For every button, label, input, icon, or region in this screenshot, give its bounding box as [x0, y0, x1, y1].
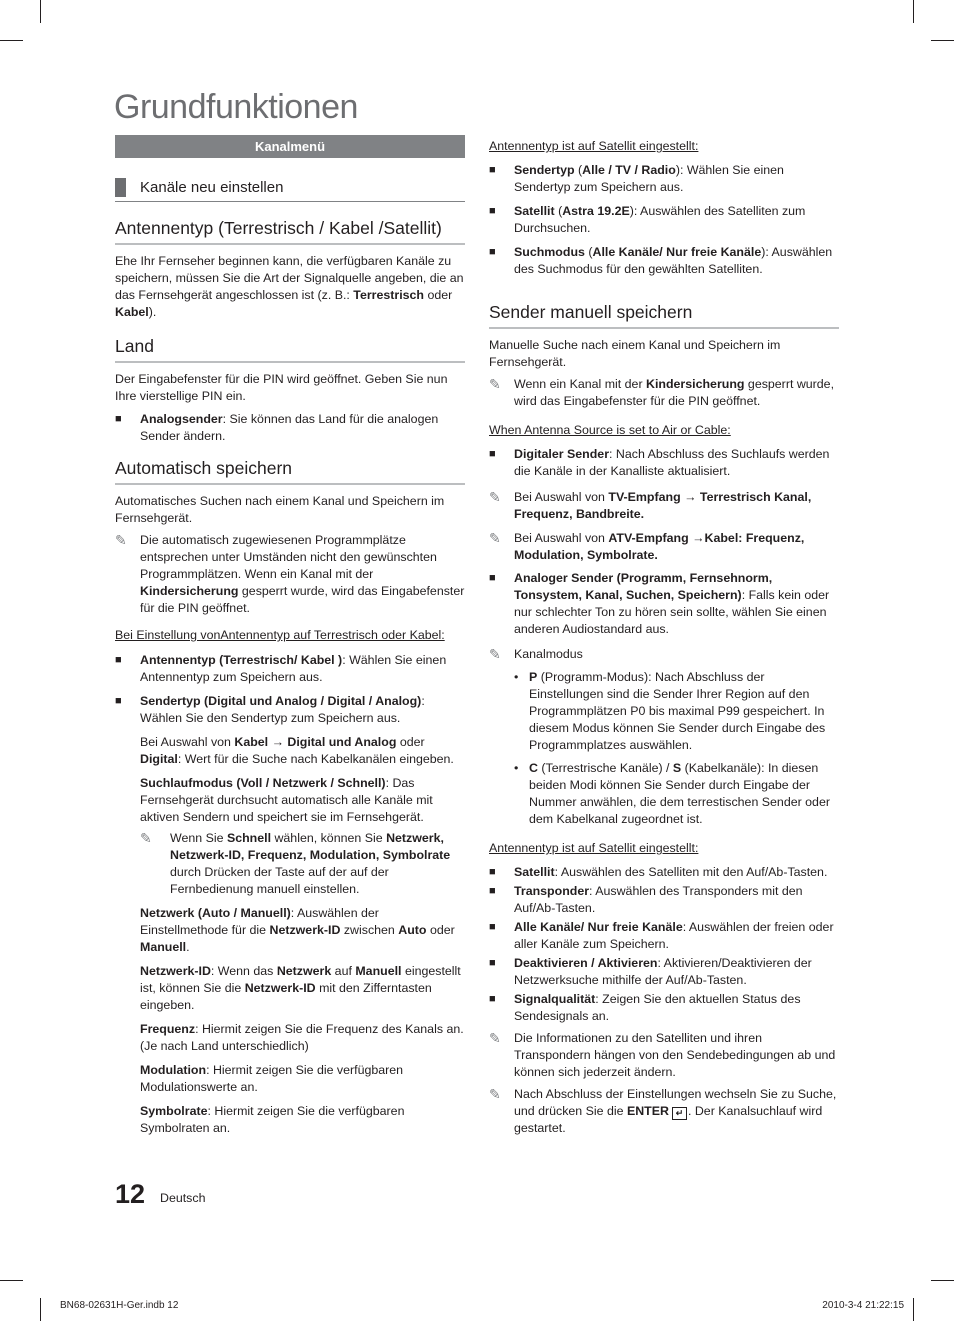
crop-mark	[0, 40, 23, 41]
dot-icon: •	[514, 761, 519, 775]
condition-label: Antennentyp ist auf Satellit eingestellt:	[489, 841, 699, 855]
note-icon: ✎	[140, 830, 152, 846]
crop-mark	[0, 1280, 23, 1281]
section-subhead	[115, 178, 465, 202]
note: ✎ Die automatisch zugewiesenen Programmplätze entsprechen unter Umständen nicht den gewünschten Programmplätzen. Wenn ein Kanal mit der Kindersicherung gesperrt wurde, wird das Eingabefenster für die PIN geöffnet.	[115, 532, 465, 615]
crop-mark	[931, 40, 954, 41]
condition-label: Bei Einstellung vonAntennentyp auf Terrestrisch oder Kabel:	[115, 628, 445, 642]
antenna-paragraph: Ehe Ihr Fernseher beginnen kann, die verfügbaren Kanäle zu speichern, müssen Sie die Art der Signalquelle angeben, die an das Fernsehgerät angeschlossen ist (z. B.: Terrestrisch oder Kabel).	[115, 254, 464, 319]
note: ✎ Kanalmodus	[489, 646, 583, 662]
list-item: • C (Terrestrische Kanäle) / S (Kabelkanäle): In diesen beiden Modi können Sie Sender durch Eingabe der Nummer anwählen, die dem terrestischen Sender oder dem Kabelkanal zugeordnet ist.	[514, 761, 830, 826]
bullet-icon: ■	[489, 957, 496, 969]
crop-mark	[40, 0, 41, 23]
netzwerk-id-paragraph: Netzwerk-ID: Wenn das Netzwerk auf Manuell eingestellt ist, können Sie die Netzwerk-ID mit den Zifferntasten eingeben.	[140, 964, 461, 1012]
left-column	[115, 135, 465, 1137]
kabel-paragraph: Bei Auswahl von Kabel → Digital und Analog oder Digital: Wert für die Suche nach Kabelkanälen eingeben.	[140, 735, 454, 766]
crop-mark	[913, 1298, 914, 1321]
list-item: ■ Analoger Sender (Programm, Fernsehnorm, Tonsystem, Kanal, Suchen, Speichern): Falls kein oder nur schlechter Ton zu hören sein sollte, wählen Sie einen anderen Audiostandard aus.	[489, 571, 830, 636]
note: ✎ Die Informationen zu den Satelliten und ihren Transpondern hängen von den Sendebedingungen ab und können sich jederzeit ändern.	[489, 1030, 836, 1079]
heading-manuell: Sender manuell speichern	[489, 301, 839, 329]
note: ✎ Wenn Sie Schnell wählen, können Sie Netzwerk, Netzwerk-ID, Frequenz, Modulation, Symbolrate durch Drücken der Taste auf der auf der Fernbedienung manuell einstellen.	[140, 830, 451, 896]
bullet-icon: ■	[489, 246, 496, 258]
right-column	[489, 138, 839, 1137]
list-item: • P (Programm-Modus): Nach Abschluss der Einstellungen sind die Sender Ihrer Region auf den Programmplätzen P0 bis maximal P99 gespeichert. In diesem Modus können Sie Sender durch Eingabe des Programmplatzes auswählen.	[514, 670, 826, 752]
list-item: ■ Deaktivieren / Aktivieren: Aktivieren/Deaktivieren der Netzwerksuche mithilfe der Auf/Ab-Tasten.	[489, 956, 812, 987]
note: ✎ Nach Abschluss der Einstellungen wechseln Sie zu Suche, und drücken Sie die ENTER ↵ . Der Kanalsuchlauf wird gestartet.	[489, 1086, 837, 1135]
list-item: ■ Alle Kanäle/ Nur freie Kanäle: Auswählen der freien oder aller Kanäle zum Speichern.	[489, 920, 834, 951]
bullet-icon: ■	[489, 572, 496, 584]
note-icon: ✎	[489, 646, 501, 662]
frequenz-paragraph: Frequenz: Hiermit zeigen Sie die Frequenz des Kanals an. (Je nach Land unterschiedlich)	[140, 1022, 464, 1053]
menu-bar: Kanalmenü	[115, 135, 465, 158]
bullet-icon: ■	[489, 866, 496, 878]
note-icon: ✎	[115, 532, 127, 548]
page-title: Grundfunktionen	[114, 88, 358, 126]
bullet-icon: ■	[115, 654, 122, 666]
condition-label: When Antenna Source is set to Air or Cable:	[489, 423, 731, 437]
bullet-icon: ■	[115, 413, 122, 425]
list-item: ■ Transponder: Auswählen des Transponders mit den Auf/Ab-Tasten.	[489, 884, 803, 915]
bullet-icon: ■	[115, 695, 122, 707]
bullet-icon: ■	[489, 993, 496, 1005]
list-item: ■ Digitaler Sender: Nach Abschluss des Suchlaufs werden die Kanäle in der Kanalliste aktualisiert.	[489, 447, 830, 478]
land-paragraph: Der Eingabefenster für die PIN wird geöffnet. Geben Sie nun Ihre vierstellige PIN ein.	[115, 372, 448, 403]
suchlauf-paragraph: Suchlaufmodus (Voll / Netzwerk / Schnell): Das Fernsehgerät durchsucht automatisch alle Kanäle mit aktiven Sendern und speichert sie im Fernsehgerät.	[140, 776, 433, 824]
heading-automatisch: Automatisch speichern	[115, 457, 465, 485]
note: ✎ Bei Auswahl von TV-Empfang → Terrestrisch Kanal, Frequenz, Bandbreite.	[489, 489, 812, 521]
note-icon: ✎	[489, 530, 501, 546]
note-icon: ✎	[489, 1030, 501, 1046]
list-item: ■ Sendertyp (Digital und Analog / Digital / Analog): Wählen Sie den Sendertyp zum Speichern aus.	[115, 694, 425, 725]
bullet-icon: ■	[489, 921, 496, 933]
modulation-paragraph: Modulation: Hiermit zeigen Sie die verfügbaren Modulationswerte an.	[140, 1063, 404, 1094]
list-item: ■ Satellit (Astra 19.2E): Auswählen des Satelliten zum Durchsuchen.	[489, 204, 806, 235]
list-item: ■ Analogsender: Sie können das Land für die analogen Sender ändern.	[115, 412, 439, 443]
subhead-label: Kanäle neu einstellen	[140, 179, 284, 196]
netzwerk-paragraph: Netzwerk (Auto / Manuell): Auswählen der Einstellmethode für die Netzwerk-ID zwischen Auto oder Manuell.	[140, 906, 455, 954]
symbolrate-paragraph: Symbolrate: Hiermit zeigen Sie die verfügbaren Symbolraten an.	[140, 1104, 405, 1135]
page-number: 12	[115, 1179, 146, 1209]
manual-paragraph: Manuelle Suche nach einem Kanal und Speichern im Fernsehgerät.	[489, 338, 781, 369]
language-label: Deutsch	[160, 1191, 206, 1205]
note-icon: ✎	[489, 1086, 501, 1102]
list-item: ■ Signalqualität: Zeigen Sie den aktuellen Status des Sendesignals an.	[489, 992, 801, 1023]
crop-mark	[931, 1280, 954, 1281]
bullet-icon: ■	[489, 885, 496, 897]
slug-file: BN68-02631H-Ger.indb 12	[60, 1300, 179, 1311]
dot-icon: •	[514, 670, 519, 684]
list-item: ■ Satellit: Auswählen des Satelliten mit den Auf/Ab-Tasten.	[489, 865, 828, 879]
note: ✎ Wenn ein Kanal mit der Kindersicherung gesperrt wurde, wird das Eingabefenster für die PIN geöffnet.	[489, 376, 835, 408]
bullet-icon: ■	[489, 164, 496, 176]
list-item: ■ Sendertyp (Alle / TV / Radio): Wählen Sie einen Sendertyp zum Speichern aus.	[489, 163, 784, 194]
condition-label: Antennentyp ist auf Satellit eingestellt:	[489, 139, 699, 153]
list-item: ■ Suchmodus (Alle Kanäle/ Nur freie Kanäle): Auswählen des Suchmodus für den gewählten Satelliten.	[489, 245, 833, 276]
auto-paragraph: Automatisches Suchen nach einem Kanal und Speichern im Fernsehgerät.	[115, 494, 445, 525]
heading-antennentyp: Antennentyp (Terrestrisch / Kabel /Satellit)	[115, 217, 465, 245]
slug-timestamp: 2010-3-4 21:22:15	[822, 1300, 904, 1311]
crop-mark	[40, 1298, 41, 1321]
note-icon: ✎	[489, 489, 501, 505]
list-item: ■ Antennentyp (Terrestrisch/ Kabel ): Wählen Sie einen Antennentyp zum Speichern aus.	[115, 653, 447, 684]
subhead-marker	[115, 178, 126, 197]
crop-mark	[913, 0, 914, 23]
enter-icon: ↵	[672, 1107, 687, 1120]
bullet-icon: ■	[489, 205, 496, 217]
note: ✎ Bei Auswahl von ATV-Empfang →Kabel: Frequenz, Modulation, Symbolrate.	[489, 530, 805, 562]
note-icon: ✎	[489, 376, 501, 392]
bullet-icon: ■	[489, 448, 496, 460]
heading-land: Land	[115, 335, 465, 363]
